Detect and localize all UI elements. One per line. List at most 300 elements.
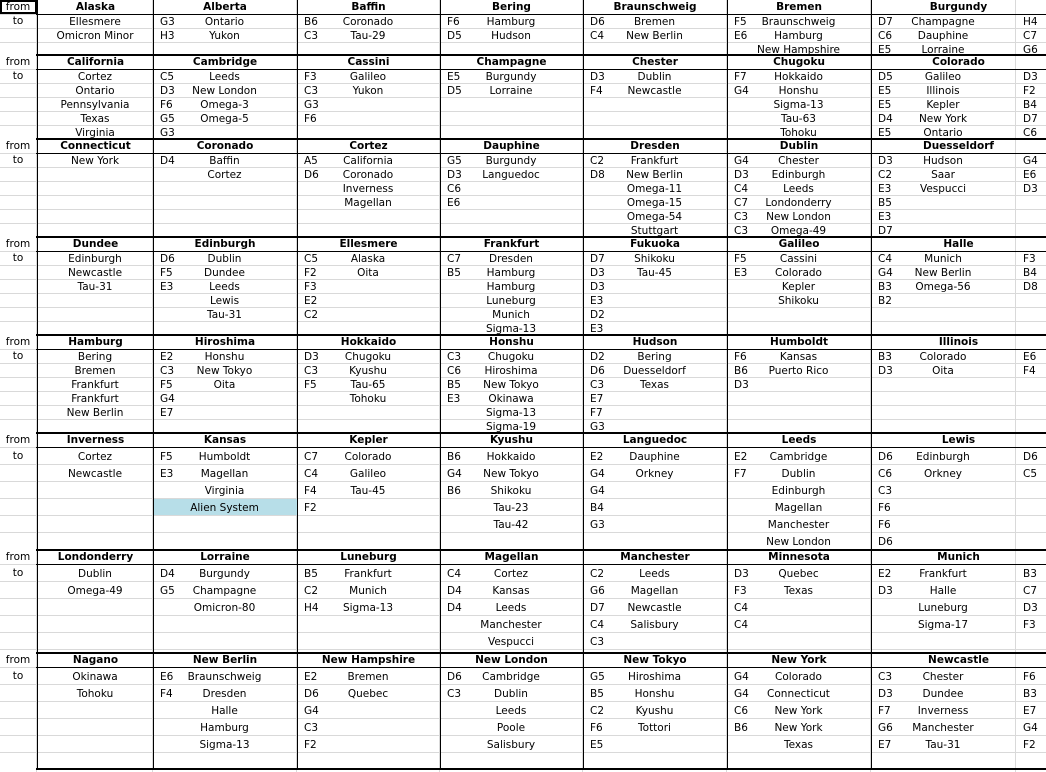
grid-code-cell[interactable]: G6 — [590, 584, 605, 597]
grid-code-cell[interactable]: C3 — [590, 379, 605, 391]
destination-cell[interactable]: Londonderry — [765, 197, 832, 209]
destination-cell[interactable]: Dresden — [202, 687, 247, 700]
destination-cell[interactable]: Dauphine — [917, 30, 969, 42]
grid-code-cell[interactable]: G4 — [878, 267, 893, 279]
destination-cell[interactable]: Sigma-13 — [199, 738, 250, 751]
destination-cell[interactable]: Omega-15 — [626, 197, 683, 209]
destination-cell[interactable]: Burgundy — [199, 567, 250, 580]
grid-code-cell[interactable]: E2 — [304, 670, 318, 683]
grid-code-cell[interactable]: D6 — [878, 450, 893, 463]
grid-code-cell[interactable]: D2 — [590, 309, 605, 321]
destination-cell[interactable]: Galileo — [924, 71, 962, 83]
destination-cell[interactable]: Hiroshima — [484, 365, 538, 377]
destination-cell[interactable]: Lorraine — [921, 44, 965, 56]
destination-cell[interactable]: Ontario — [75, 85, 115, 97]
grid-code-cell[interactable]: C5 — [304, 253, 319, 265]
destination-cell[interactable]: Connecticut — [767, 687, 830, 700]
grid-code-cell[interactable]: D3 — [878, 687, 893, 700]
grid-code-cell[interactable]: F4 — [304, 484, 317, 497]
destination-cell[interactable]: Ontario — [204, 16, 245, 28]
destination-cell[interactable]: Pennsylvania — [60, 99, 130, 111]
grid-code-cell[interactable]: C5 — [1023, 467, 1038, 480]
destination-cell[interactable]: New London — [192, 85, 257, 97]
destination-cell[interactable]: Ellesmere — [69, 16, 121, 28]
grid-code-cell[interactable]: C4 — [734, 618, 749, 631]
grid-code-cell[interactable]: C6 — [878, 467, 893, 480]
grid-code-cell[interactable]: F5 — [734, 16, 747, 28]
grid-code-cell[interactable]: G4 — [590, 484, 605, 497]
grid-code-cell[interactable]: F6 — [1023, 670, 1036, 683]
grid-code-cell[interactable]: F2 — [304, 267, 317, 279]
destination-cell[interactable]: Magellan — [774, 501, 823, 514]
grid-code-cell[interactable]: G5 — [590, 670, 605, 683]
destination-cell[interactable]: Okinawa — [488, 393, 534, 405]
grid-code-cell[interactable]: F5 — [160, 267, 173, 279]
grid-code-cell[interactable]: D6 — [304, 169, 319, 181]
grid-code-cell[interactable]: C4 — [447, 567, 462, 580]
destination-cell[interactable]: Kansas — [492, 584, 530, 597]
grid-code-cell[interactable]: C3 — [878, 670, 893, 683]
destination-cell[interactable]: Sigma-13 — [342, 601, 394, 614]
destination-cell[interactable]: Hokkaido — [486, 450, 536, 463]
grid-code-cell[interactable]: D3 — [878, 155, 893, 167]
grid-code-cell[interactable]: F4 — [590, 85, 603, 97]
grid-code-cell[interactable]: G4 — [1023, 155, 1038, 167]
grid-code-cell[interactable]: D3 — [878, 365, 893, 377]
destination-cell[interactable]: Tohoku — [76, 687, 114, 700]
grid-code-cell[interactable]: C3 — [304, 85, 319, 97]
grid-code-cell[interactable]: F6 — [734, 351, 747, 363]
grid-code-cell[interactable]: E7 — [1023, 704, 1037, 717]
destination-cell[interactable]: Leeds — [495, 704, 527, 717]
destination-cell[interactable]: Duesseldorf — [623, 365, 686, 377]
grid-code-cell[interactable]: C3 — [878, 484, 893, 497]
grid-code-cell[interactable]: F6 — [304, 113, 317, 125]
destination-cell[interactable]: Yukon — [352, 85, 384, 97]
destination-cell[interactable]: Munich — [492, 309, 530, 321]
destination-cell[interactable]: Kepler — [926, 99, 960, 111]
destination-cell[interactable]: Omega-5 — [200, 113, 249, 125]
destination-cell[interactable]: New York — [918, 113, 968, 125]
destination-cell[interactable]: Luneburg — [918, 601, 968, 614]
grid-code-cell[interactable]: B4 — [1023, 267, 1037, 279]
destination-cell[interactable]: Newcastle — [627, 85, 682, 97]
grid-code-cell[interactable]: D7 — [1023, 113, 1038, 125]
grid-code-cell[interactable]: D7 — [590, 253, 605, 265]
grid-code-cell[interactable]: B3 — [878, 351, 892, 363]
grid-code-cell[interactable]: D5 — [447, 30, 462, 42]
destination-cell[interactable]: New London — [766, 211, 831, 223]
destination-cell[interactable]: Frankfurt — [71, 393, 119, 405]
destination-cell[interactable]: Honshu — [634, 687, 675, 700]
grid-code-cell[interactable]: F2 — [304, 501, 317, 514]
grid-code-cell[interactable]: G4 — [304, 704, 319, 717]
grid-code-cell[interactable]: G4 — [734, 85, 749, 97]
grid-code-cell[interactable]: C3 — [304, 721, 319, 734]
destination-cell[interactable]: Cortez — [207, 169, 242, 181]
destination-cell[interactable]: Virginia — [75, 127, 115, 139]
grid-code-cell[interactable]: D6 — [590, 16, 605, 28]
destination-cell[interactable]: Newcastle — [67, 467, 123, 480]
destination-cell[interactable]: Newcastle — [67, 267, 123, 279]
destination-cell[interactable]: Magellan — [344, 197, 392, 209]
grid-code-cell[interactable]: F3 — [304, 281, 317, 293]
destination-cell[interactable]: Yukon — [209, 30, 240, 42]
destination-cell[interactable]: Braunschweig — [187, 670, 262, 683]
destination-cell[interactable]: Dundee — [922, 687, 964, 700]
grid-code-cell[interactable]: E5 — [590, 738, 604, 751]
destination-cell[interactable]: Halle — [929, 584, 957, 597]
grid-code-cell[interactable]: E6 — [447, 197, 461, 209]
grid-code-cell[interactable]: B5 — [590, 687, 604, 700]
grid-code-cell[interactable]: C4 — [734, 601, 749, 614]
grid-code-cell[interactable]: D3 — [590, 267, 605, 279]
destination-cell[interactable]: Hamburg — [486, 267, 536, 279]
grid-code-cell[interactable]: F6 — [160, 99, 173, 111]
destination-cell[interactable]: Illinois — [926, 85, 960, 97]
destination-cell[interactable]: Galileo — [349, 467, 387, 480]
destination-cell[interactable]: Tohoku — [349, 393, 387, 405]
grid-code-cell[interactable]: G6 — [1023, 44, 1038, 56]
grid-code-cell[interactable]: D3 — [878, 584, 893, 597]
destination-cell[interactable]: Tau-45 — [637, 267, 672, 279]
grid-code-cell[interactable]: D6 — [447, 670, 462, 683]
grid-code-cell[interactable]: C2 — [304, 309, 319, 321]
grid-code-cell[interactable]: F6 — [878, 518, 891, 531]
grid-code-cell[interactable]: G4 — [160, 393, 175, 405]
grid-code-cell[interactable]: E2 — [590, 450, 604, 463]
destination-cell[interactable]: Texas — [80, 113, 110, 125]
grid-code-cell[interactable]: E3 — [590, 295, 604, 307]
destination-cell[interactable]: Honshu — [204, 351, 245, 363]
destination-cell[interactable]: Chugoku — [344, 351, 392, 363]
grid-code-cell[interactable]: D3 — [734, 379, 749, 391]
grid-code-cell[interactable]: F5 — [734, 253, 747, 265]
destination-cell[interactable]: Hamburg — [774, 30, 823, 42]
destination-cell[interactable]: Colorado — [344, 450, 392, 463]
grid-code-cell[interactable]: D6 — [160, 253, 175, 265]
destination-cell[interactable]: Sigma-13 — [773, 99, 824, 111]
grid-code-cell[interactable]: G3 — [590, 518, 605, 531]
destination-cell[interactable]: Frankfurt — [919, 567, 967, 580]
destination-cell[interactable]: Texas — [783, 584, 814, 597]
destination-cell[interactable]: Inverness — [342, 183, 394, 195]
grid-code-cell[interactable]: E7 — [160, 407, 174, 419]
destination-cell[interactable]: Cassini — [779, 253, 818, 265]
destination-cell[interactable]: Tau-63 — [781, 113, 816, 125]
grid-code-cell[interactable]: G6 — [878, 721, 893, 734]
destination-cell[interactable]: New Tokyo — [483, 467, 539, 480]
grid-code-cell[interactable]: D8 — [1023, 281, 1038, 293]
destination-cell[interactable]: Manchester — [912, 721, 974, 734]
destination-cell[interactable]: Humboldt — [198, 450, 251, 463]
grid-code-cell[interactable]: C4 — [734, 183, 749, 195]
grid-code-cell[interactable]: E6 — [1023, 351, 1037, 363]
grid-code-cell[interactable]: D6 — [304, 687, 319, 700]
destination-cell[interactable]: Shikoku — [778, 295, 819, 307]
grid-code-cell[interactable]: G3 — [160, 127, 175, 139]
grid-code-cell[interactable]: C3 — [734, 225, 749, 237]
destination-cell[interactable]: Tau-31 — [925, 738, 961, 751]
destination-cell[interactable]: Sigma-19 — [485, 421, 537, 433]
grid-code-cell[interactable]: D3 — [734, 567, 749, 580]
grid-code-cell[interactable]: C2 — [590, 155, 605, 167]
grid-code-cell[interactable]: F7 — [878, 704, 891, 717]
destination-cell[interactable]: California — [343, 155, 393, 167]
grid-code-cell[interactable]: B3 — [1023, 687, 1037, 700]
destination-cell[interactable]: Dublin — [494, 687, 528, 700]
grid-code-cell[interactable]: B5 — [447, 379, 461, 391]
grid-code-cell[interactable]: C2 — [878, 169, 893, 181]
grid-code-cell[interactable]: G3 — [590, 421, 605, 433]
grid-code-cell[interactable]: E7 — [590, 393, 604, 405]
grid-code-cell[interactable]: E5 — [447, 71, 461, 83]
grid-code-cell[interactable]: E2 — [734, 450, 748, 463]
grid-code-cell[interactable]: B5 — [304, 567, 318, 580]
grid-code-cell[interactable]: G5 — [160, 584, 175, 597]
destination-cell[interactable]: Colorado — [775, 670, 822, 683]
destination-cell[interactable]: Oita — [213, 379, 236, 391]
grid-code-cell[interactable]: H4 — [304, 601, 319, 614]
grid-code-cell[interactable]: A5 — [304, 155, 318, 167]
grid-code-cell[interactable]: C4 — [304, 467, 319, 480]
grid-code-cell[interactable]: F2 — [304, 738, 317, 751]
grid-code-cell[interactable]: E3 — [878, 211, 892, 223]
destination-cell[interactable]: Leeds — [209, 71, 240, 83]
grid-code-cell[interactable]: F3 — [1023, 253, 1036, 265]
destination-cell[interactable]: Omega-49 — [67, 584, 123, 597]
grid-code-cell[interactable]: G3 — [160, 16, 175, 28]
grid-code-cell[interactable]: F6 — [447, 16, 460, 28]
destination-cell[interactable]: Luneburg — [486, 295, 536, 307]
destination-cell[interactable]: Sigma-13 — [485, 323, 537, 335]
destination-cell[interactable]: Munich — [924, 253, 962, 265]
destination-cell[interactable]: Galileo — [349, 71, 387, 83]
grid-code-cell[interactable]: D5 — [878, 71, 893, 83]
destination-cell[interactable]: Frankfurt — [71, 379, 119, 391]
destination-cell[interactable]: Oita — [932, 365, 954, 377]
grid-code-cell[interactable]: D3 — [1023, 183, 1038, 195]
grid-code-cell[interactable]: D3 — [447, 169, 462, 181]
destination-cell[interactable]: New Berlin — [626, 30, 683, 42]
grid-code-cell[interactable]: C6 — [878, 30, 893, 42]
grid-code-cell[interactable]: F6 — [590, 721, 603, 734]
grid-code-cell[interactable]: E2 — [304, 295, 318, 307]
destination-cell[interactable]: Omicron Minor — [56, 30, 134, 42]
destination-cell[interactable]: Tau-45 — [350, 484, 386, 497]
destination-cell[interactable]: Hamburg — [486, 16, 536, 28]
destination-cell[interactable]: Bremen — [347, 670, 389, 683]
destination-cell[interactable]: Salisbury — [630, 618, 679, 631]
grid-code-cell[interactable]: E5 — [878, 85, 892, 97]
destination-cell[interactable]: Hudson — [923, 155, 963, 167]
destination-cell[interactable]: Chester — [778, 155, 819, 167]
destination-cell[interactable]: Chester — [922, 670, 964, 683]
grid-code-cell[interactable]: D8 — [590, 169, 605, 181]
destination-cell[interactable]: Honshu — [778, 85, 819, 97]
grid-code-cell[interactable]: D3 — [160, 85, 175, 97]
destination-cell[interactable]: Tottori — [638, 721, 671, 734]
grid-code-cell[interactable]: D5 — [447, 85, 462, 97]
destination-cell[interactable]: Edinburgh — [916, 450, 970, 463]
grid-code-cell[interactable]: E5 — [878, 44, 892, 56]
grid-code-cell[interactable]: C2 — [590, 567, 605, 580]
destination-cell[interactable]: Sigma-13 — [485, 407, 537, 419]
destination-cell[interactable]: Oita — [357, 267, 379, 279]
grid-code-cell[interactable]: E2 — [878, 567, 892, 580]
grid-code-cell[interactable]: E2 — [160, 351, 174, 363]
grid-code-cell[interactable]: B6 — [304, 16, 318, 28]
destination-cell[interactable]: Braunschweig — [761, 16, 836, 28]
destination-cell[interactable]: Kyushu — [349, 365, 387, 377]
destination-cell[interactable]: Colorado — [919, 351, 967, 363]
grid-code-cell[interactable]: F5 — [304, 379, 317, 391]
destination-cell[interactable]: Bering — [637, 351, 672, 363]
grid-code-cell[interactable]: E5 — [878, 99, 892, 111]
grid-code-cell[interactable]: E6 — [1023, 169, 1037, 181]
destination-cell[interactable]: New Tokyo — [196, 365, 253, 377]
destination-cell[interactable]: Dresden — [489, 253, 533, 265]
destination-cell[interactable]: Cambridge — [482, 670, 540, 683]
grid-code-cell[interactable]: E3 — [160, 467, 174, 480]
destination-cell[interactable]: Dublin — [207, 253, 242, 265]
grid-code-cell[interactable]: F3 — [304, 71, 317, 83]
destination-cell[interactable]: Cortez — [493, 567, 529, 580]
grid-code-cell[interactable]: E6 — [160, 670, 174, 683]
destination-cell[interactable]: Omicron-80 — [193, 601, 256, 614]
grid-code-cell[interactable]: E7 — [878, 738, 892, 751]
destination-cell[interactable]: Hiroshima — [627, 670, 682, 683]
grid-code-cell[interactable]: D6 — [878, 535, 893, 548]
destination-cell[interactable]: Puerto Rico — [768, 365, 829, 377]
destination-cell[interactable]: Omega-11 — [626, 183, 683, 195]
destination-cell[interactable]: Dundee — [204, 267, 245, 279]
grid-code-cell[interactable]: B6 — [734, 721, 748, 734]
grid-code-cell[interactable]: G4 — [734, 155, 749, 167]
grid-code-cell[interactable]: D2 — [590, 351, 605, 363]
destination-cell[interactable]: Kansas — [779, 351, 818, 363]
grid-code-cell[interactable]: H4 — [1023, 16, 1038, 28]
grid-code-cell[interactable]: F4 — [160, 687, 173, 700]
destination-cell[interactable]: Tau-42 — [493, 518, 529, 531]
grid-code-cell[interactable]: B5 — [878, 197, 892, 209]
destination-cell[interactable]: New Berlin — [626, 169, 683, 181]
grid-code-cell[interactable]: C5 — [160, 71, 175, 83]
grid-code-cell[interactable]: B4 — [1023, 99, 1037, 111]
grid-code-cell[interactable]: D3 — [590, 71, 605, 83]
grid-code-cell[interactable]: C4 — [590, 618, 605, 631]
destination-cell[interactable]: Orkney — [924, 467, 962, 480]
destination-cell[interactable]: Cortez — [77, 71, 113, 83]
destination-cell[interactable]: New York — [70, 155, 120, 167]
grid-code-cell[interactable]: D4 — [878, 113, 893, 125]
grid-code-cell[interactable]: F7 — [734, 71, 747, 83]
destination-cell[interactable]: Ontario — [923, 127, 963, 139]
grid-code-cell[interactable]: C6 — [447, 183, 462, 195]
grid-code-cell[interactable]: D3 — [1023, 71, 1038, 83]
destination-cell[interactable]: Frankfurt — [630, 155, 679, 167]
destination-cell[interactable]: Quebec — [347, 687, 389, 700]
grid-code-cell[interactable]: C3 — [447, 351, 462, 363]
destination-cell[interactable]: Edinburgh — [68, 253, 122, 265]
grid-code-cell[interactable]: C7 — [1023, 30, 1038, 42]
destination-cell[interactable]: Texas — [639, 379, 670, 391]
destination-cell[interactable]: Orkney — [635, 467, 674, 480]
grid-code-cell[interactable]: D3 — [590, 281, 605, 293]
destination-cell[interactable]: Tau-31 — [77, 281, 113, 293]
grid-code-cell[interactable]: D7 — [878, 16, 893, 28]
destination-cell[interactable]: Stuttgart — [630, 225, 679, 237]
grid-code-cell[interactable]: F5 — [160, 379, 173, 391]
grid-code-cell[interactable]: C7 — [1023, 584, 1038, 597]
grid-code-cell[interactable]: D6 — [1023, 450, 1038, 463]
grid-code-cell[interactable]: F6 — [878, 501, 891, 514]
grid-code-cell[interactable]: B2 — [878, 295, 892, 307]
grid-code-cell[interactable]: C6 — [734, 704, 749, 717]
destination-cell[interactable]: Edinburgh — [771, 484, 826, 497]
grid-code-cell[interactable]: F2 — [1023, 85, 1036, 97]
destination-cell[interactable]: Vespucci — [487, 635, 535, 648]
grid-code-cell[interactable]: E3 — [590, 323, 604, 335]
grid-code-cell[interactable]: F3 — [734, 584, 747, 597]
destination-cell[interactable]: Vespucci — [919, 183, 967, 195]
destination-cell[interactable]: Frankfurt — [344, 567, 392, 580]
destination-cell[interactable]: Champagne — [911, 16, 975, 28]
destination-cell[interactable]: Saar — [931, 169, 955, 181]
destination-cell[interactable]: Tau-31 — [207, 309, 242, 321]
destination-cell[interactable]: Burgundy — [485, 155, 537, 167]
grid-code-cell[interactable]: C6 — [447, 365, 462, 377]
grid-code-cell[interactable]: G4 — [734, 670, 749, 683]
grid-code-cell[interactable]: G4 — [447, 467, 462, 480]
grid-code-cell[interactable]: F4 — [1023, 365, 1036, 377]
grid-code-cell[interactable]: F2 — [1023, 738, 1036, 751]
destination-cell[interactable]: Virginia — [204, 484, 245, 497]
destination-cell[interactable]: Manchester — [480, 618, 542, 631]
grid-code-cell[interactable]: F3 — [1023, 618, 1036, 631]
grid-code-cell[interactable]: D7 — [590, 601, 605, 614]
destination-cell[interactable]: Omega-3 — [200, 99, 249, 111]
destination-cell[interactable]: Omega-49 — [770, 225, 827, 237]
grid-code-cell[interactable]: C2 — [590, 704, 605, 717]
grid-code-cell[interactable]: C7 — [304, 450, 319, 463]
destination-cell[interactable]: Languedoc — [482, 169, 540, 181]
grid-code-cell[interactable]: E3 — [447, 393, 461, 405]
destination-cell[interactable]: Quebec — [778, 567, 819, 580]
destination-cell[interactable]: Texas — [783, 738, 814, 751]
grid-code-cell[interactable]: G4 — [1023, 721, 1038, 734]
grid-code-cell[interactable]: D4 — [160, 567, 175, 580]
grid-code-cell[interactable]: D3 — [304, 351, 319, 363]
grid-code-cell[interactable]: C3 — [734, 211, 749, 223]
destination-cell[interactable]: New York — [774, 721, 823, 734]
grid-code-cell[interactable]: G4 — [590, 467, 605, 480]
destination-cell[interactable]: Alien System — [190, 501, 259, 514]
destination-cell[interactable]: Shikoku — [490, 484, 532, 497]
destination-cell[interactable]: Magellan — [200, 467, 249, 480]
destination-cell[interactable]: Magellan — [630, 584, 679, 597]
destination-cell[interactable]: Omega-54 — [626, 211, 683, 223]
destination-cell[interactable]: New London — [766, 535, 831, 548]
grid-code-cell[interactable]: C3 — [590, 635, 605, 648]
destination-cell[interactable]: Dublin — [637, 71, 672, 83]
destination-cell[interactable]: Leeds — [783, 183, 814, 195]
destination-cell[interactable]: Hamburg — [200, 721, 249, 734]
destination-cell[interactable]: Poole — [496, 721, 526, 734]
grid-code-cell[interactable]: C3 — [160, 365, 175, 377]
destination-cell[interactable]: Shikoku — [634, 253, 675, 265]
grid-code-cell[interactable]: C3 — [304, 365, 319, 377]
